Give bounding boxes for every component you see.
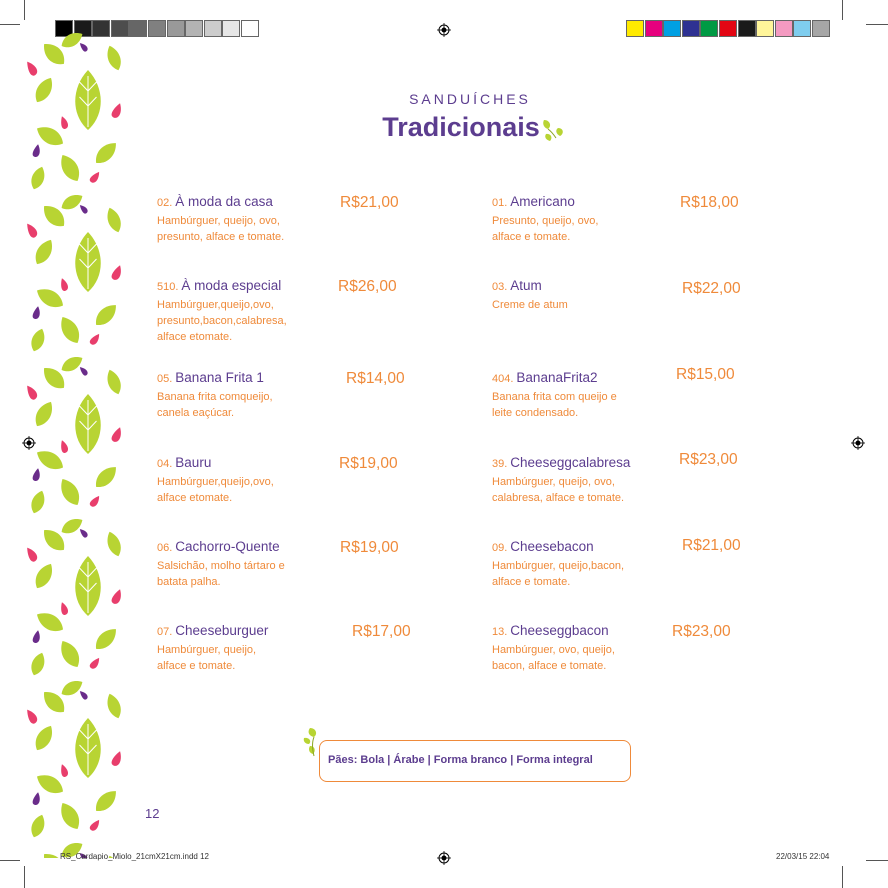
menu-item-description — [492, 389, 652, 421]
menu-item — [157, 539, 317, 590]
petal-icon — [24, 545, 39, 562]
menu-item-price: R$19,00 — [339, 455, 398, 472]
menu-item — [157, 455, 317, 506]
leaf-icon — [75, 556, 101, 616]
registration-mark-icon — [851, 436, 865, 450]
bread-options-box — [319, 740, 631, 782]
petal-icon — [78, 203, 89, 214]
description-line: calabresa, alface e tomate. — [492, 492, 625, 504]
menu-item-price: R$21,00 — [340, 194, 399, 211]
menu-item-description — [492, 213, 652, 245]
menu-item-description — [492, 558, 652, 590]
color-swatch — [700, 20, 718, 37]
color-swatch — [812, 20, 830, 37]
leaf-sprig-icon — [538, 116, 566, 144]
menu-item-name: Cheeseggcalabresa — [510, 455, 631, 470]
menu-item-name: À moda da casa — [175, 194, 273, 209]
description-line: Creme de atum — [492, 299, 568, 311]
bread-options-text: Pães: Bola | Árabe | Forma branco | Forma integral — [328, 754, 593, 766]
description-line: bacon, alface e tomate. — [492, 660, 607, 672]
leaf-icon — [56, 799, 84, 832]
menu-item-name: Banana Frita 1 — [175, 370, 264, 385]
petal-icon — [110, 750, 124, 767]
menu-item-heading — [157, 623, 317, 640]
leaf-icon — [31, 237, 57, 268]
menu-item-price: R$21,00 — [682, 537, 741, 554]
menu-item-code: 09. — [492, 542, 508, 554]
color-swatch — [663, 20, 681, 37]
menu-item-code: 07. — [157, 626, 173, 638]
menu-item-code: 03. — [492, 281, 508, 293]
menu-item-description — [492, 474, 652, 506]
petal-icon — [24, 59, 39, 76]
menu-item-price: R$23,00 — [672, 623, 731, 640]
leaf-icon — [104, 530, 124, 559]
menu-item-price: R$26,00 — [338, 278, 397, 295]
petal-icon — [89, 656, 102, 670]
menu-item-heading — [157, 370, 317, 387]
menu-item-name: Americano — [510, 194, 575, 209]
leaf-icon — [75, 718, 101, 778]
menu-item — [492, 623, 652, 674]
section-kicker: SANDUÍCHES — [409, 91, 531, 107]
description-line: Hambúrguer, queijo, — [157, 644, 257, 656]
leaf-icon — [104, 692, 124, 721]
petal-icon — [78, 365, 89, 376]
menu-item-code: 05. — [157, 373, 173, 385]
menu-item-code: 39. — [492, 458, 508, 470]
description-line: Hambúrguer, ovo, queijo, — [492, 644, 615, 656]
menu-item — [157, 194, 317, 245]
petal-icon — [110, 588, 124, 605]
leaf-icon — [75, 232, 101, 292]
menu-item-heading — [157, 194, 317, 211]
leaf-icon — [104, 206, 124, 235]
description-line: Banana frita com queijo e — [492, 391, 617, 403]
color-swatch — [756, 20, 774, 37]
menu-item-name: BananaFrita2 — [516, 370, 598, 385]
menu-item-code: 04. — [157, 458, 173, 470]
leaf-icon — [28, 651, 47, 678]
leaf-icon — [31, 561, 57, 592]
leaf-icon — [59, 515, 86, 537]
menu-item-description — [157, 474, 317, 506]
description-line: Salsichão, molho tártaro e — [157, 560, 285, 572]
menu-item-code: 13. — [492, 626, 508, 638]
menu-item-description — [157, 642, 317, 674]
leaf-icon — [56, 637, 84, 670]
petal-icon — [59, 439, 69, 453]
gray-swatch — [204, 20, 222, 37]
menu-item — [492, 194, 652, 245]
color-swatch — [626, 20, 644, 37]
menu-item-name: Atum — [510, 278, 542, 293]
description-line: alface e tomate. — [492, 231, 571, 243]
page-number: 12 — [145, 806, 160, 821]
menu-item-price: R$15,00 — [676, 366, 735, 383]
menu-item-heading — [492, 539, 652, 556]
menu-item-code: 404. — [492, 373, 514, 385]
menu-item-description — [157, 213, 317, 245]
description-line: Presunto, queijo, ovo, — [492, 215, 599, 227]
leaf-icon — [91, 624, 120, 653]
leaf-icon — [56, 475, 84, 508]
description-line: canela eaçúcar. — [157, 407, 235, 419]
menu-item-heading — [492, 278, 652, 295]
description-line: leite condensado. — [492, 407, 579, 419]
leaf-pattern-decoration — [24, 28, 124, 858]
description-line: alface e tomate. — [492, 576, 571, 588]
description-line: alface etomate. — [157, 331, 233, 343]
description-line: Hambúrguer, queijo, ovo, — [157, 215, 280, 227]
menu-item-name: Cheeseggbacon — [510, 623, 609, 638]
menu-item-price: R$23,00 — [679, 451, 738, 468]
gray-swatch — [148, 20, 166, 37]
gray-swatch — [129, 20, 147, 37]
menu-item — [157, 278, 317, 345]
gray-swatch — [222, 20, 240, 37]
color-swatch — [682, 20, 700, 37]
menu-item-heading — [492, 194, 652, 211]
leaf-icon — [91, 786, 120, 815]
menu-item-code: 02. — [157, 197, 173, 209]
leaf-icon — [59, 191, 86, 213]
menu-item-description — [157, 558, 317, 590]
print-slug-filename: RS_Cardapio_Miolo_21cmX21cm.indd 12 — [60, 852, 209, 861]
leaf-icon — [59, 353, 86, 375]
menu-item — [492, 539, 652, 590]
description-line: Hambúrguer,queijo,ovo, — [157, 476, 274, 488]
color-swatch — [738, 20, 756, 37]
menu-item-heading — [157, 278, 317, 295]
petal-icon — [59, 763, 69, 777]
petal-icon — [32, 144, 42, 158]
registration-mark-icon — [437, 851, 451, 865]
menu-item — [492, 278, 652, 313]
petal-icon — [59, 277, 69, 291]
leaf-icon — [56, 151, 84, 184]
gray-swatch — [185, 20, 203, 37]
description-line: Hambúrguer,queijo,ovo, — [157, 299, 274, 311]
registration-mark-icon — [437, 23, 451, 37]
menu-item-description — [492, 297, 652, 313]
gray-swatch — [167, 20, 185, 37]
petal-icon — [32, 630, 42, 644]
menu-item-code: 01. — [492, 197, 508, 209]
leaf-icon — [104, 44, 124, 73]
leaf-icon — [31, 399, 57, 430]
color-swatch — [775, 20, 793, 37]
leaf-icon — [104, 368, 124, 397]
menu-item — [157, 370, 317, 421]
color-swatch — [793, 20, 811, 37]
menu-item-description — [492, 642, 652, 674]
menu-item-name: Cheeseburguer — [175, 623, 269, 638]
petal-icon — [24, 707, 39, 724]
menu-item-code: 06. — [157, 542, 173, 554]
petal-icon — [78, 527, 89, 538]
petal-icon — [89, 332, 102, 346]
menu-item-price: R$17,00 — [352, 623, 411, 640]
description-line: batata palha. — [157, 576, 221, 588]
petal-icon — [32, 468, 42, 482]
leaf-icon — [56, 313, 84, 346]
description-line: alface e tomate. — [157, 660, 236, 672]
leaf-icon — [91, 462, 120, 491]
leaf-icon — [59, 677, 86, 699]
petal-icon — [32, 306, 42, 320]
petal-icon — [110, 426, 124, 443]
menu-item-description — [157, 389, 317, 421]
leaf-icon — [28, 327, 47, 354]
menu-item-description — [157, 297, 317, 345]
leaf-icon — [75, 394, 101, 454]
petal-icon — [89, 170, 102, 184]
menu-item-price: R$14,00 — [346, 370, 405, 387]
leaf-icon — [28, 165, 47, 192]
menu-item-heading — [492, 623, 652, 640]
menu-item — [492, 370, 652, 421]
menu-item — [492, 455, 652, 506]
petal-icon — [110, 264, 124, 281]
page-title: Tradicionais — [382, 112, 540, 142]
leaf-icon — [31, 723, 57, 754]
menu-item-heading — [157, 455, 317, 472]
description-line: presunto,bacon,calabresa, — [157, 315, 287, 327]
petal-icon — [24, 221, 39, 238]
menu-item-code: 510. — [157, 281, 179, 293]
description-line: alface etomate. — [157, 492, 233, 504]
leaf-icon — [28, 489, 47, 516]
petal-icon — [59, 601, 69, 615]
description-line: Banana frita comqueijo, — [157, 391, 273, 403]
leaf-icon — [91, 300, 120, 329]
petal-icon — [32, 792, 42, 806]
print-slug-datetime: 22/03/15 22:04 — [776, 852, 830, 861]
menu-item-price: R$18,00 — [680, 194, 739, 211]
gray-swatch — [241, 20, 259, 37]
menu-item-name: Bauru — [175, 455, 212, 470]
menu-item-heading — [492, 455, 652, 472]
color-swatch — [719, 20, 737, 37]
petal-icon — [78, 41, 89, 52]
petal-icon — [89, 494, 102, 508]
description-line: Hambúrguer, queijo,bacon, — [492, 560, 625, 572]
color-swatch — [645, 20, 663, 37]
description-line: presunto, alface e tomate. — [157, 231, 285, 243]
petal-icon — [24, 383, 39, 400]
menu-item-name: Cachorro-Quente — [175, 539, 280, 554]
leaf-icon — [59, 29, 86, 51]
menu-item-heading — [492, 370, 652, 387]
description-line: Hambúrguer, queijo, ovo, — [492, 476, 615, 488]
menu-item — [157, 623, 317, 674]
leaf-icon — [28, 813, 47, 840]
menu-item-price: R$22,00 — [682, 280, 741, 297]
menu-item-heading — [157, 539, 317, 556]
menu-item-name: Cheesebacon — [510, 539, 594, 554]
petal-icon — [89, 818, 102, 832]
menu-item-price: R$19,00 — [340, 539, 399, 556]
petal-icon — [78, 689, 89, 700]
menu-item-name: À moda especial — [181, 278, 282, 293]
